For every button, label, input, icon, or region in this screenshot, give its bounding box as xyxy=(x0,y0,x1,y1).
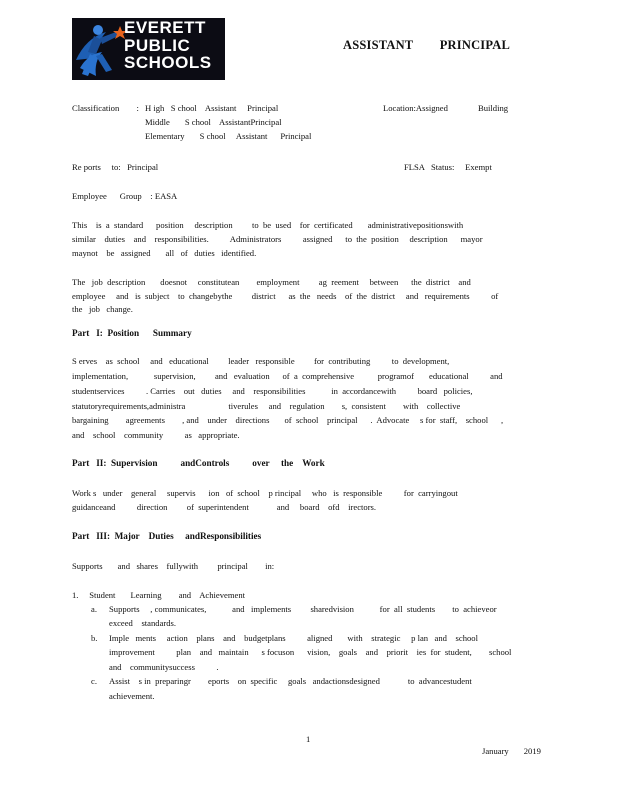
para2-line-2: employee and is subject to changebythe district as the needs of the district and requirements of xyxy=(72,291,499,301)
list-item-1: 1. Student Learning and Achievement xyxy=(72,590,246,600)
sub-item-a-line-1: Supports , communicates, and implements sharedvision for all students to achieveor xyxy=(109,604,497,614)
page-number: 1 xyxy=(306,734,311,744)
student-figure-icon xyxy=(72,18,128,80)
part1-line-1: S erves as school and educational leader responsible for contributing to development, xyxy=(72,356,450,366)
district-logo xyxy=(72,18,225,80)
part1-line-3: studentservices . Carries out duties and responsibilities in accordancewith board policies, xyxy=(72,386,473,396)
part1-line-2: implementation, supervision, and evaluation of a comprehensive programof educational and xyxy=(72,371,503,381)
logo-line-2: PUBLIC xyxy=(124,35,191,55)
sub-item-b-line-3: and communitysuccess . xyxy=(109,662,219,672)
sub-item-b-line-2: improvement plan and maintain s focuson vision, goals and priorit ies for student, school xyxy=(109,647,512,657)
para1-line-3: maynot be assigned all of duties identified. xyxy=(72,248,257,258)
part2-line-1: Work s under general supervis ion of school p rincipal who is responsible for carryingout xyxy=(72,488,458,498)
para1-line-2: similar duties and responsibilities. Administrators assigned to the position description mayor xyxy=(72,234,483,244)
part1-line-4: statutoryrequirements,administra tiverules and regulation s, consistent with collective xyxy=(72,401,461,411)
sub-item-c-marker: c. xyxy=(91,676,97,686)
employee-group-field: Employee Group : EASA xyxy=(72,191,178,201)
sub-item-c-line-2: achievement. xyxy=(109,691,155,701)
flsa-status-field: FLSA Status: Exempt xyxy=(404,162,492,172)
sub-item-b-line-1: Imple ments action plans and budgetplans aligned with strategic p lan and school xyxy=(109,633,478,643)
revision-date: January 2019 xyxy=(482,746,541,756)
sub-item-c-line-1: Assist s in preparingr eports on specific goals andactionsdesigned to advancestudent xyxy=(109,676,472,686)
classification-label: Classification : xyxy=(72,103,139,113)
classification-line-2: Middle S chool AssistantPrincipal xyxy=(145,117,282,127)
sub-item-a-marker: a. xyxy=(91,604,97,614)
part3-heading: Part III: Major Duties andResponsibilities xyxy=(72,531,262,541)
document-title: ASSISTANT PRINCIPAL xyxy=(343,38,511,52)
para2-line-3: the job change. xyxy=(72,304,133,314)
part1-line-6: and school community as appropriate. xyxy=(72,430,240,440)
part2-line-2: guidanceand direction of superintendent and board ofd irectors. xyxy=(72,502,377,512)
part2-heading: Part II: Supervision andControls over the Work xyxy=(72,458,325,468)
location-field: Location:Assigned Building xyxy=(383,103,509,113)
logo-line-3: SCHOOLS xyxy=(124,53,212,72)
para1-line-1: This is a standard position description to be used for certificated administrativepositionswith xyxy=(72,220,464,230)
part3-intro: Supports and shares fullywith principal in: xyxy=(72,561,275,571)
logo-line-1: EVERETT xyxy=(124,18,206,37)
classification-line-1: H igh S chool Assistant Principal xyxy=(145,103,279,113)
sub-item-a-line-2: exceed standards. xyxy=(109,618,177,628)
part1-heading: Part I: Position Summary xyxy=(72,328,192,338)
part1-line-5: bargaining agreements , and under directions of school principal . Advocate s for staff, school , xyxy=(72,415,504,425)
para2-line-1: The job description doesnot constitutean employment ag reement between the district and xyxy=(72,277,471,287)
sub-item-b-marker: b. xyxy=(91,633,98,643)
classification-line-3: Elementary S chool Assistant Principal xyxy=(145,131,312,141)
reports-to-field: Re ports to: Principal xyxy=(72,162,159,172)
